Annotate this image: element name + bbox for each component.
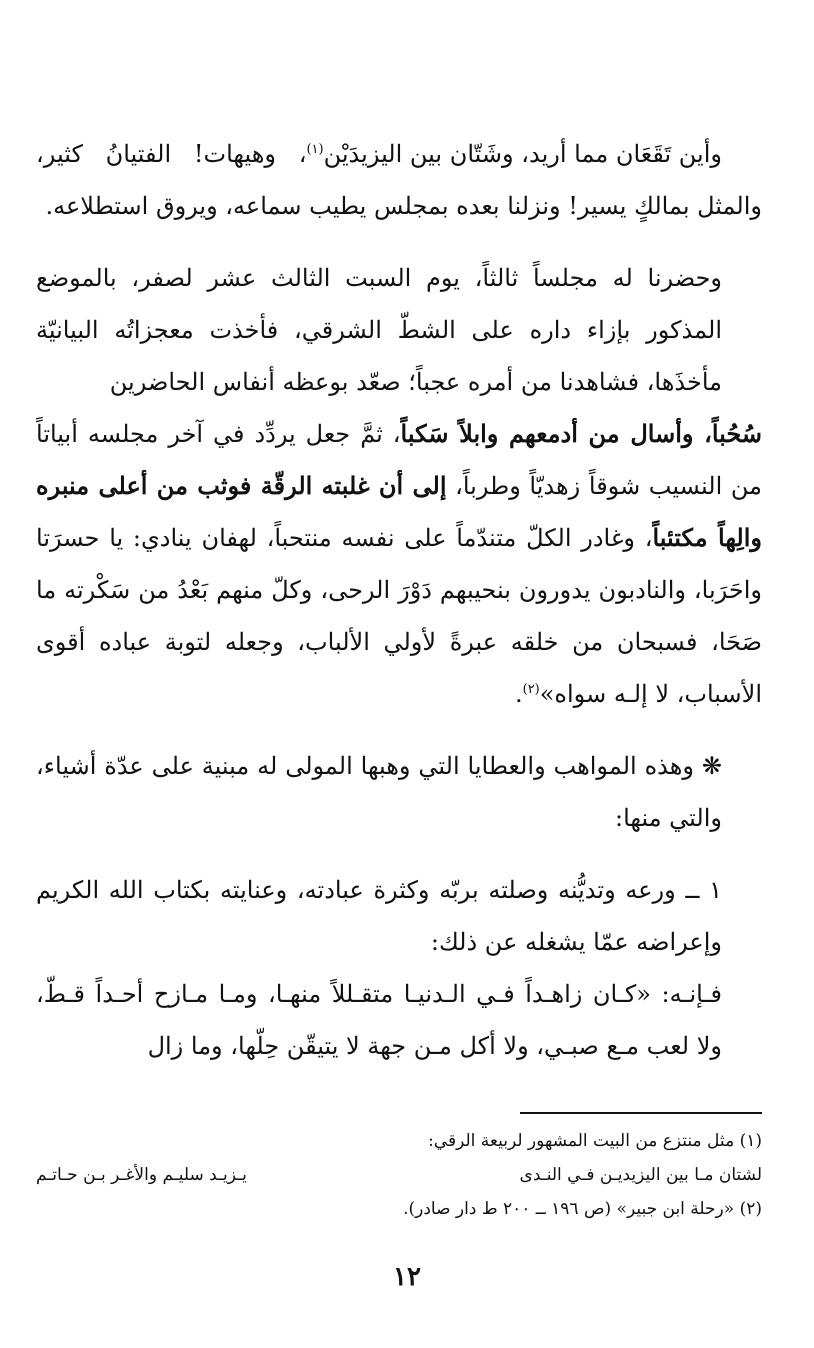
paragraph-1 xyxy=(36,128,762,232)
paragraph-5-text: فـإنـه: «كـان زاهـداً فـي الـدنيـا متقـللاً منهـا، ومـا مـازح أحـداً قـطّ، ولا لعب مـع صبـي، ولا أكل مـن جهة لا يتيقّن حِلّها، وما زال xyxy=(36,980,722,1060)
paragraph-3-text: ❋ وهذه المواهب والعطايا التي وهبها المولى له مبنية على عدّة أشياء، والتي منها: xyxy=(36,752,722,832)
main-text xyxy=(36,128,762,1072)
paragraph-5 xyxy=(36,968,762,1072)
paragraph-4 xyxy=(36,864,762,968)
footnote-ref-1: (١) xyxy=(306,142,324,157)
paragraph-2-text-c: ، وغادر الكلّ متندّماً على نفسه منتحباً، لهفان ينادي: يا حسرَتا واحَرَبا، والنادبون يدورون بنحيبهم دَوْرَ الرحى، وكلّ منهم بَعْدُ من سَكْرته ما صَحَا، فسبحان من خلقه عبرةً لأولي الألباب، وجعله لتوبة عباده أقوى الأسباب، لا إلـه سواه» xyxy=(36,524,762,708)
footnote-1-verse xyxy=(36,1158,762,1192)
footnote-divider xyxy=(520,1112,762,1114)
footnotes xyxy=(36,1124,762,1226)
paragraph-1-text-b: ، وهيهات! الفتيانُ كثير، والمثل بمالكٍ يسير! ونزلنا بعده بمجلس يطيب سماعه، ويروق استطلاعه. xyxy=(36,140,762,220)
paragraph-2-text-a: وحضرنا له مجلساً ثالثاً، يوم السبت الثالث عشر لصفر، بالموضع المذكور بإزاء داره على الشطّ الشرقي، فأخذت معجزاتُه البيانيّة مأخذَها، فشاهدنا من أمره عجباً؛ صعّد بوعظه أنفاس الحاضرين xyxy=(36,264,722,396)
paragraph-4-text: ١ ــ ورعه وتديُّنه وصلته بربّه وكثرة عبادته، وعنايته بكتاب الله الكريم وإعراضه عمّا يشغله عن ذلك: xyxy=(36,876,722,956)
footnote-ref-2: (٢) xyxy=(522,682,540,697)
paragraph-2-text-b: ، ثمَّ جعل يردِّد في آخر مجلسه أبياتاً من النسيب شوقاً زهديّاً وطرباً، xyxy=(36,420,762,500)
footnote-1-intro: (١) مثل منتزع من البيت المشهور لربيعة الرقي: xyxy=(428,1131,762,1151)
paragraph-1-text-a: وأين تَقَعَان مما أريد، وشَتّان بين اليزيدَيْن xyxy=(323,140,722,168)
paragraph-2-bold-b: إلى أن غلبته الرقّة فوثب من أعلى منبره والِهاً مكتئباً xyxy=(36,471,762,552)
paragraph-2-bold-a: سُحُباً، وأسال من أدمعهم وابلاً سَكباً xyxy=(400,419,763,448)
page-number: ١٢ xyxy=(393,1262,421,1292)
verse-first-hemistich: لشتان مـا بين اليزيديـن فـي النـدى xyxy=(519,1165,762,1185)
verse-second-hemistich: يـزيـد سليـم والأغـر بـن حـاتـم xyxy=(36,1165,247,1185)
paragraph-2-text-d: . xyxy=(514,680,523,708)
paragraph-3 xyxy=(36,740,762,844)
paragraph-2 xyxy=(36,252,762,720)
footnote-2: (٢) «رحلة ابن جبير» (ص ١٩٦ ــ ٢٠٠ ط دار صادر). xyxy=(403,1199,762,1219)
